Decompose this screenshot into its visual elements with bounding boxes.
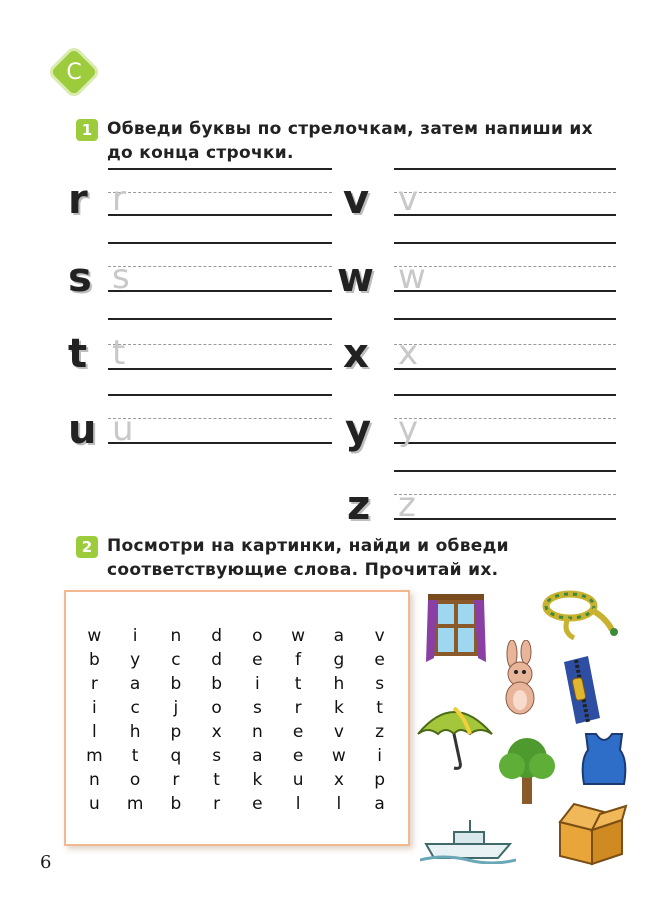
section-badge <box>46 44 102 100</box>
task-1-instruction-line-1: Обведи буквы по стрелочкам, затем напиши их <box>107 119 593 139</box>
model-letter-y: y <box>345 407 372 453</box>
trace-letter-s: s <box>112 257 130 297</box>
grid-cell[interactable]: n <box>88 770 100 790</box>
grid-cell[interactable]: i <box>377 746 382 766</box>
rabbit-picture <box>494 640 550 720</box>
word-search-grid <box>64 590 410 846</box>
grid-cell[interactable]: h <box>333 674 345 694</box>
window-picture <box>424 592 488 664</box>
word-search-letters <box>74 624 400 816</box>
grid-row <box>74 744 400 768</box>
grid-row <box>74 624 400 648</box>
grid-cell[interactable]: k <box>252 770 263 790</box>
vest-picture <box>576 730 632 788</box>
guide-line <box>394 494 616 495</box>
grid-cell[interactable]: e <box>292 722 304 742</box>
grid-cell[interactable]: c <box>171 650 181 670</box>
zip-picture <box>558 652 606 728</box>
grid-cell[interactable]: o <box>211 698 222 718</box>
grid-cell[interactable]: c <box>130 698 140 718</box>
model-letter-w: w <box>337 255 374 301</box>
guide-line <box>394 266 616 267</box>
trace-letter-x: x <box>398 333 419 373</box>
trace-letter-r: r <box>112 179 126 219</box>
grid-cell[interactable]: q <box>170 746 182 766</box>
grid-cell[interactable]: d <box>211 626 223 646</box>
grid-cell[interactable]: s <box>252 698 262 718</box>
writing-line[interactable] <box>394 290 616 292</box>
grid-cell[interactable]: y <box>130 650 141 670</box>
grid-cell[interactable]: e <box>252 794 263 814</box>
grid-cell[interactable]: v <box>333 722 344 742</box>
tree-picture <box>494 734 560 806</box>
grid-cell[interactable]: x <box>333 770 344 790</box>
guide-line <box>394 418 616 419</box>
model-letter-t: t <box>68 331 88 377</box>
grid-row <box>74 648 400 672</box>
grid-cell[interactable]: e <box>252 650 263 670</box>
grid-row <box>74 696 400 720</box>
writing-line[interactable] <box>108 318 332 320</box>
grid-cell[interactable]: r <box>172 770 180 790</box>
grid-cell[interactable]: w <box>331 746 346 766</box>
grid-cell[interactable]: a <box>252 746 263 766</box>
section-letter: C <box>66 59 82 85</box>
grid-cell[interactable]: t <box>294 674 302 694</box>
grid-cell[interactable]: a <box>129 674 141 694</box>
grid-cell[interactable]: b <box>170 674 182 694</box>
writing-line[interactable] <box>108 442 332 444</box>
guide-line <box>108 344 332 345</box>
grid-cell[interactable]: a <box>374 794 385 814</box>
model-letter-u: u <box>68 407 97 453</box>
grid-row <box>74 672 400 696</box>
grid-row <box>74 768 400 792</box>
writing-line[interactable] <box>394 368 616 370</box>
task-2-instruction-line-1: Посмотри на картинки, найди и обведи <box>107 536 509 556</box>
grid-cell[interactable]: r <box>213 794 221 814</box>
box-picture <box>552 800 628 868</box>
grid-cell[interactable]: n <box>170 626 182 646</box>
guide-line <box>108 192 332 193</box>
grid-cell[interactable]: l <box>336 794 342 814</box>
trace-letter-v: v <box>398 179 419 219</box>
writing-line[interactable] <box>394 168 616 170</box>
grid-row <box>74 720 400 744</box>
writing-line[interactable] <box>108 368 332 370</box>
grid-row <box>74 792 400 816</box>
trace-letter-u: u <box>112 409 134 449</box>
grid-cell[interactable]: n <box>251 722 263 742</box>
writing-line[interactable] <box>394 214 616 216</box>
grid-cell[interactable]: a <box>333 626 345 646</box>
writing-line[interactable] <box>394 442 616 444</box>
trace-letter-z: z <box>398 485 416 525</box>
grid-cell[interactable]: i <box>92 698 97 718</box>
page-number: 6 <box>40 852 52 873</box>
grid-cell[interactable]: j <box>173 698 179 718</box>
grid-cell[interactable]: p <box>374 770 386 790</box>
grid-cell[interactable]: x <box>211 722 222 742</box>
grid-cell[interactable]: o <box>129 770 141 790</box>
guide-line <box>394 192 616 193</box>
grid-cell[interactable]: u <box>88 794 100 814</box>
grid-cell[interactable]: p <box>170 722 182 742</box>
writing-line[interactable] <box>108 394 332 396</box>
grid-cell[interactable]: z <box>375 722 385 742</box>
grid-cell[interactable]: f <box>295 650 302 670</box>
model-letter-r: r <box>68 177 88 223</box>
task-2-instruction-line-2: соответствующие слова. Прочитай их. <box>107 560 499 580</box>
grid-cell[interactable]: t <box>376 698 383 718</box>
grid-cell[interactable]: l <box>295 794 301 814</box>
writing-line[interactable] <box>108 214 332 216</box>
writing-line[interactable] <box>394 318 616 320</box>
model-letter-z: z <box>347 483 371 529</box>
grid-cell[interactable]: w <box>291 626 306 646</box>
grid-cell[interactable]: b <box>211 674 223 694</box>
grid-cell[interactable]: k <box>333 698 344 718</box>
grid-cell[interactable]: s <box>375 674 385 694</box>
guide-line <box>394 344 616 345</box>
boat-picture <box>420 814 516 864</box>
trace-letter-y: y <box>398 409 419 449</box>
grid-cell[interactable]: g <box>333 650 345 670</box>
writing-line[interactable] <box>394 394 616 396</box>
grid-cell[interactable]: i <box>132 626 138 646</box>
grid-cell[interactable]: m <box>126 794 144 814</box>
snake-picture <box>540 588 620 642</box>
grid-cell[interactable]: b <box>170 794 182 814</box>
writing-line[interactable] <box>108 168 332 170</box>
grid-cell[interactable]: r <box>90 674 98 694</box>
writing-line[interactable] <box>108 242 332 244</box>
grid-cell[interactable]: s <box>212 746 222 766</box>
grid-cell[interactable]: i <box>255 674 260 694</box>
guide-line <box>108 418 332 419</box>
writing-line[interactable] <box>108 290 332 292</box>
grid-cell[interactable]: d <box>211 650 223 670</box>
grid-cell[interactable]: t <box>213 770 220 790</box>
grid-cell[interactable]: v <box>374 626 385 646</box>
model-letter-v: v <box>343 177 370 223</box>
grid-cell[interactable]: w <box>87 626 102 646</box>
grid-cell[interactable]: b <box>88 650 100 670</box>
model-letter-s: s <box>68 255 92 301</box>
trace-letter-w: w <box>398 257 426 297</box>
grid-cell[interactable]: l <box>92 722 97 742</box>
guide-line <box>108 266 332 267</box>
writing-line[interactable] <box>394 242 616 244</box>
grid-cell[interactable]: e <box>292 746 304 766</box>
grid-cell[interactable]: u <box>292 770 304 790</box>
grid-cell[interactable]: m <box>86 746 103 766</box>
task-1-number: 1 <box>76 119 98 141</box>
trace-letter-t: t <box>112 333 126 373</box>
umbrella-picture <box>414 700 496 772</box>
model-letter-x: x <box>343 331 369 377</box>
task-2-number: 2 <box>76 536 98 558</box>
grid-cell[interactable]: o <box>252 626 263 646</box>
writing-line[interactable] <box>394 518 616 520</box>
task-1-instruction-line-2: до конца строчки. <box>107 143 294 163</box>
grid-cell[interactable]: h <box>129 722 141 742</box>
writing-line[interactable] <box>394 470 616 472</box>
grid-cell[interactable]: t <box>131 746 139 766</box>
grid-cell[interactable]: r <box>294 698 302 718</box>
grid-cell[interactable]: e <box>374 650 385 670</box>
